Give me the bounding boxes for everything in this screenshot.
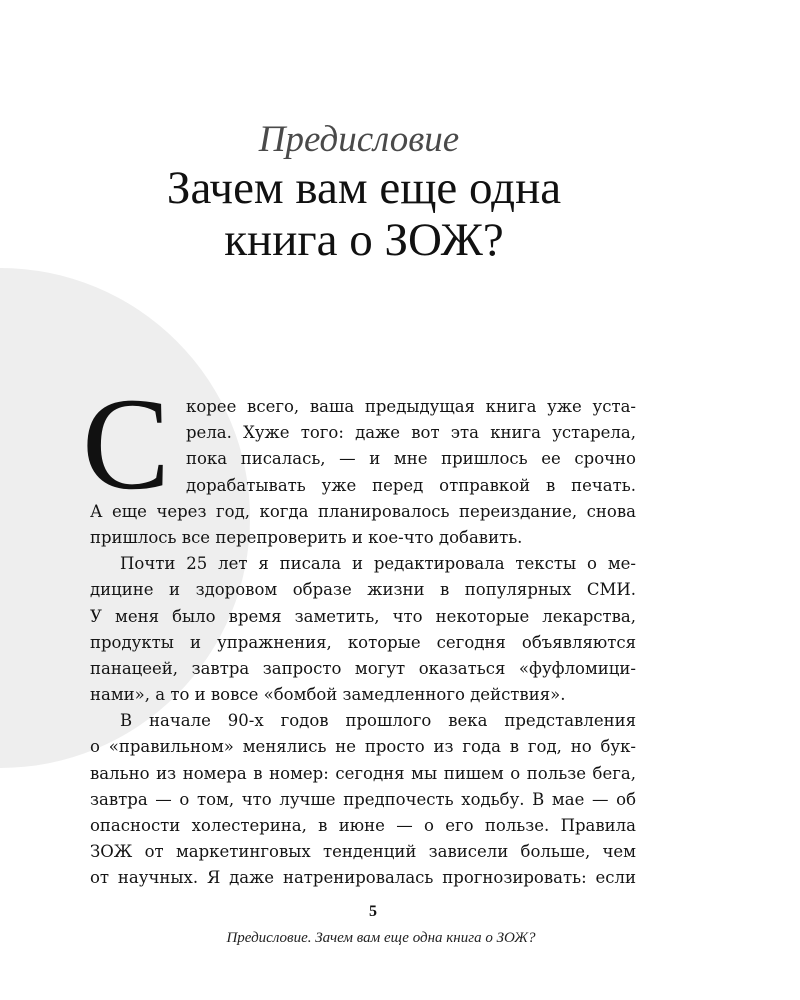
text-line: продукты и упражнения, которые сегодня объявляются	[90, 632, 636, 652]
text-line: от научных. Я даже натренировалась прогнозировать: если	[90, 868, 636, 888]
text-line: У меня было время заметить, что некоторые лекарства,	[90, 606, 636, 626]
text-line: ЗОЖ от маркетинговых тенденций зависели больше, чем	[90, 842, 636, 862]
chapter-title	[0, 162, 728, 266]
text-line: пока писалась, — и мне пришлось ее срочно	[186, 449, 636, 469]
chapter-title-line: книга о ЗОЖ?	[224, 214, 504, 266]
body-text	[90, 394, 636, 892]
text-line: нами», а то и вовсе «бомбой замедленного действия».	[90, 685, 566, 705]
text-line: В начале 90-х годов прошлого века представления	[120, 711, 636, 731]
text-line: о «правильном» менялись не просто из года в год, но бук-	[90, 737, 636, 757]
text-line: панацеей, завтра запросто могут оказаться «фуфломици-	[90, 658, 636, 678]
chapter-subtitle: Предисловие	[258, 119, 460, 160]
text-line: Почти 25 лет я писала и редактировала тексты о ме-	[120, 554, 636, 574]
text-line: вально из номера в номер: сегодня мы пишем о пользе бега,	[90, 763, 636, 783]
chapter-title-line: Зачем вам еще одна	[166, 162, 562, 214]
text-line: пришлось все перепроверить и кое-что добавить.	[90, 527, 523, 547]
text-line: дицине и здоровом образе жизни в популярных СМИ.	[90, 580, 636, 600]
drop-cap: С	[82, 370, 171, 517]
page-number: 5	[369, 903, 377, 920]
running-footer: Предисловие. Зачем вам еще одна книга о ЗОЖ?	[226, 930, 536, 946]
text-line: А еще через год, когда планировалось переиздание, снова	[90, 501, 636, 521]
text-line: рела. Хуже того: даже вот эта книга устарела,	[186, 423, 636, 443]
text-line: дорабатывать уже перед отправкой в печать.	[186, 475, 636, 495]
text-line: опасности холестерина, в июне — о его пользе. Правила	[90, 816, 636, 835]
text-line: корее всего, ваша предыдущая книга уже уста-	[186, 397, 636, 416]
text-line: завтра — о том, что лучше предпочесть ходьбу. В мае — об	[90, 789, 636, 809]
